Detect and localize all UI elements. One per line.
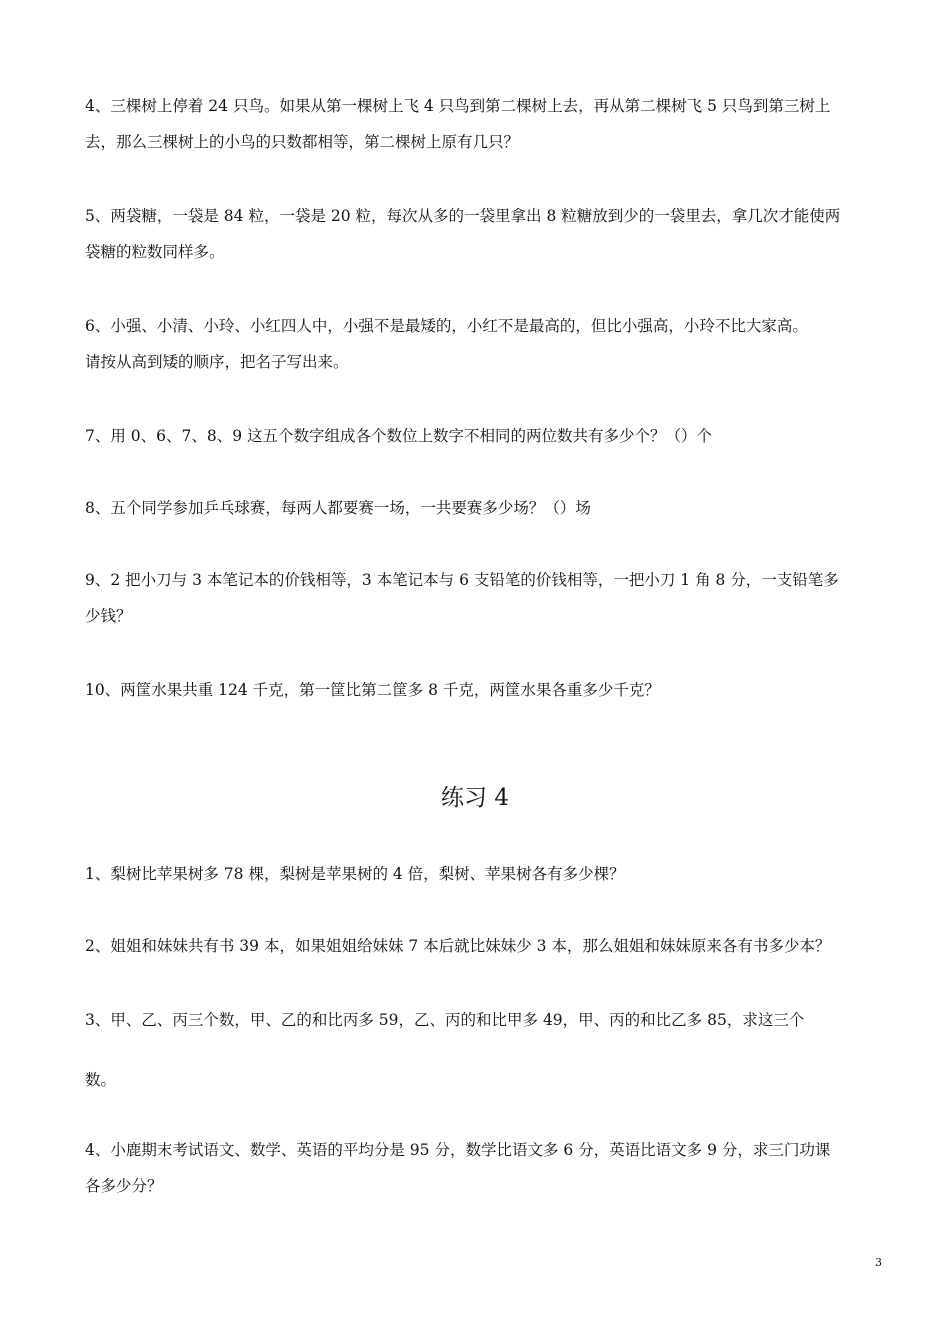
exercise-question-3-continued	[85, 1062, 890, 1098]
question-line: 8、五个同学参加乒乓球赛，每两人都要赛一场，一共要赛多少场？（）场	[85, 499, 591, 517]
question-line: 1、梨树比苹果树多 78 棵，梨树是苹果树的 4 倍，梨树、苹果树各有多少棵？	[85, 865, 625, 883]
question-line: 数。	[85, 1071, 117, 1089]
question-8	[85, 490, 890, 526]
section-title: 练习 4	[441, 785, 509, 811]
exercise-question-1	[85, 856, 890, 892]
question-line: 各多少分？	[85, 1177, 163, 1195]
question-line: 9、2 把小刀与 3 本笔记本的价钱相等，3 本笔记本与 6 支铅笔的价钱相等，一把小刀 1 角 8 分，一支铅笔多	[85, 571, 839, 589]
question-9	[85, 562, 890, 634]
question-line: 5、两袋糖，一袋是 84 粒，一袋是 20 粒，每次从多的一袋里拿出 8 粒糖放到少的一袋里去，拿几次才能使两	[85, 207, 841, 225]
question-line: 4、三棵树上停着 24 只鸟。如果从第一棵树上飞 4 只鸟到第二棵树上去，再从第二棵树飞 5 只鸟到第三树上	[85, 97, 831, 115]
question-line: 4、小鹿期末考试语文、数学、英语的平均分是 95 分，数学比语文多 6 分，英语比语文多 9 分，求三门功课	[85, 1141, 831, 1159]
question-line: 2、姐姐和妹妹共有书 39 本，如果姐姐给妹妹 7 本后就比妹妹少 3 本，那么姐姐和妹妹原来各有书多少本？	[85, 937, 831, 955]
question-line: 3、甲、乙、丙三个数，甲、乙的和比丙多 59，乙、丙的和比甲多 49，甲、丙的和比乙多 85，求这三个	[85, 1011, 805, 1029]
exercise-question-3	[85, 1002, 890, 1038]
page-number: 3	[875, 1256, 882, 1269]
question-6	[85, 308, 890, 380]
question-line: 请按从高到矮的顺序，把名子写出来。	[85, 353, 349, 371]
question-10	[85, 672, 890, 708]
question-7	[85, 418, 890, 454]
question-line: 少钱？	[85, 607, 132, 625]
question-5	[85, 198, 890, 270]
question-line: 6、小强、小清、小玲、小红四人中，小强不是最矮的，小红不是最高的，但比小强高，小玲不比大家高。	[85, 317, 808, 335]
question-line: 10、两筐水果共重 124 千克，第一筐比第二筐多 8 千克，两筐水果各重多少千克？	[85, 681, 660, 699]
exercise-question-4	[85, 1132, 890, 1204]
question-line: 去，那么三棵树上的小鸟的只数都相等，第二棵树上原有几只？	[85, 133, 520, 151]
question-4	[85, 88, 890, 160]
question-line: 7、用 0、6、7、8、9 这五个数字组成各个数位上数字不相同的两位数共有多少个？（）个	[85, 427, 713, 445]
exercise-question-2	[85, 928, 890, 964]
question-line: 袋糖的粒数同样多。	[85, 243, 225, 261]
